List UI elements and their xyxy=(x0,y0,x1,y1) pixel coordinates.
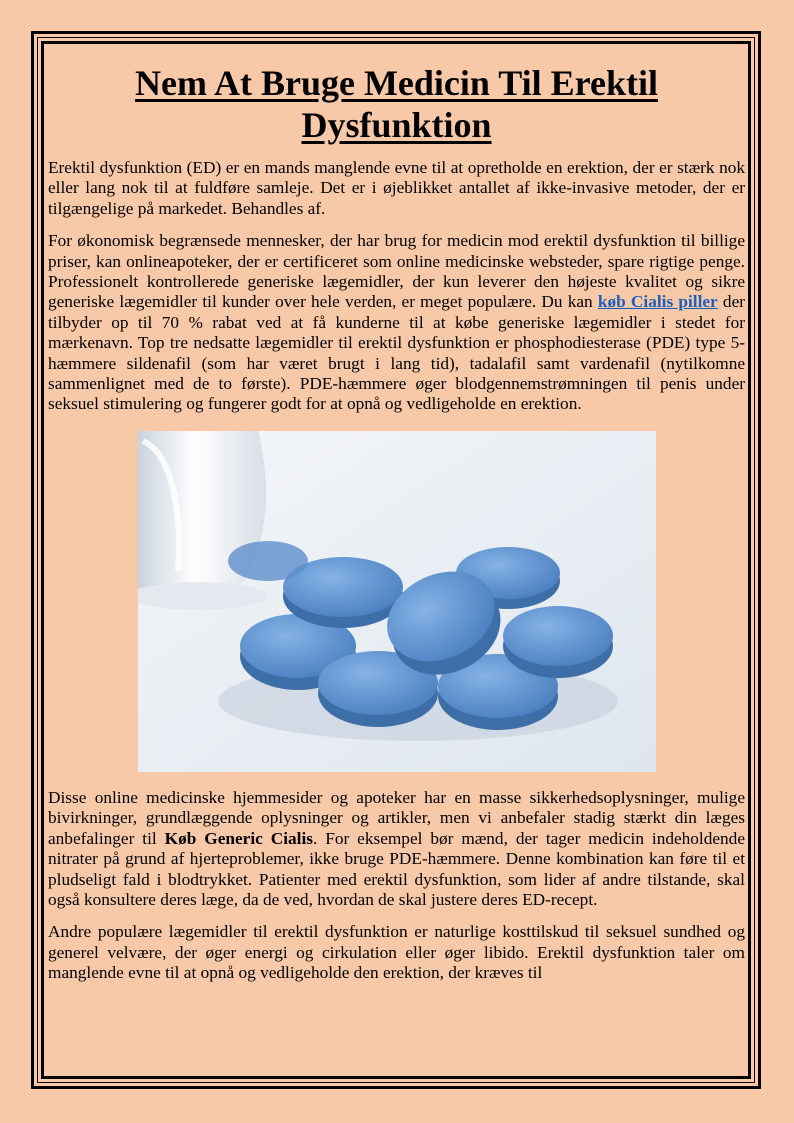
title-line-1: Nem At Bruge Medicin Til Erektil xyxy=(135,63,658,103)
article xyxy=(48,62,745,1084)
paragraph-online-pharmacies xyxy=(48,231,745,415)
paragraph-text: For økonomisk begrænsede mennesker, der har brug for medicin mod erektil dysfunktion til billige priser, kan onlineapoteker, der er certificeret som online medicinske websteder, spare rigtige penge. Professionelt kontrollerede generiske lægemidler, der kun leverer den højeste kvalitet og sikre generiske lægemidler til kunder over hele verden, er meget populære. Du kan xyxy=(48,231,745,312)
page-title xyxy=(48,62,745,146)
title-line-2: Dysfunktion xyxy=(301,105,492,145)
paragraph-safety xyxy=(48,788,745,910)
paragraph-supplements: Andre populære lægemidler til erektil dysfunktion er naturlige kosttilskud til seksuel sundhed og generel velvære, der øger energi og cirkulation eller øger libido. Erektil dysfunktion taler om manglende evne til at opnå og vedligeholde den erektion, der kræves til xyxy=(48,922,745,983)
paragraph-text: der tilbyder op til 70 % rabat ved at få kunderne til at købe generiske lægemidler i stedet for mærkenavn. Top tre nedsatte lægemidler til erektil dysfunktion er phosphodiesterase (PDE) type 5-hæmmere sildenafil (som har været brugt i lang tid), tadalafil samt vardenafil (nytilkomne sammenlignet med de to første). PDE-hæmmere øger blodgennemstrømningen til penis under seksuel stimulering og fungerer godt for at opnå og vedligeholde en erektion. xyxy=(48,292,745,414)
bold-phrase: Køb Generic Cialis xyxy=(164,828,313,848)
buy-cialis-link[interactable]: køb Cialis piller xyxy=(597,292,718,312)
pills-image xyxy=(138,431,656,772)
paragraph-text: . For eksempel bør mænd, der tager medicin indeholdende nitrater på grund af hjerteproblemer, ikke bruge PDE-hæmmere. Denne kombination kan føre til et pludseligt fald i blodtrykket. Patienter med erektil dysfunktion, som lider af andre tilstande, skal også konsultere deres læge, da de ved, hvordan de skal justere deres ED-recept. xyxy=(48,828,745,909)
paragraph-text: Disse online medicinske hjemmesider og apoteker har en masse sikkerhedsoplysninger, mulige bivirkninger, grundlæggende oplysninger og artikler, men vi anbefaler stadig stærkt din læges anbefalinger til xyxy=(48,787,745,848)
paragraph-intro: Erektil dysfunktion (ED) er en mands manglende evne til at opretholde en erektion, der er stærk nok eller lang nok til at fuldføre samleje. Det er i øjeblikket antallet af ikke-invasive metoder, der er tilgængelige på markedet. Behandles af. xyxy=(48,158,745,218)
